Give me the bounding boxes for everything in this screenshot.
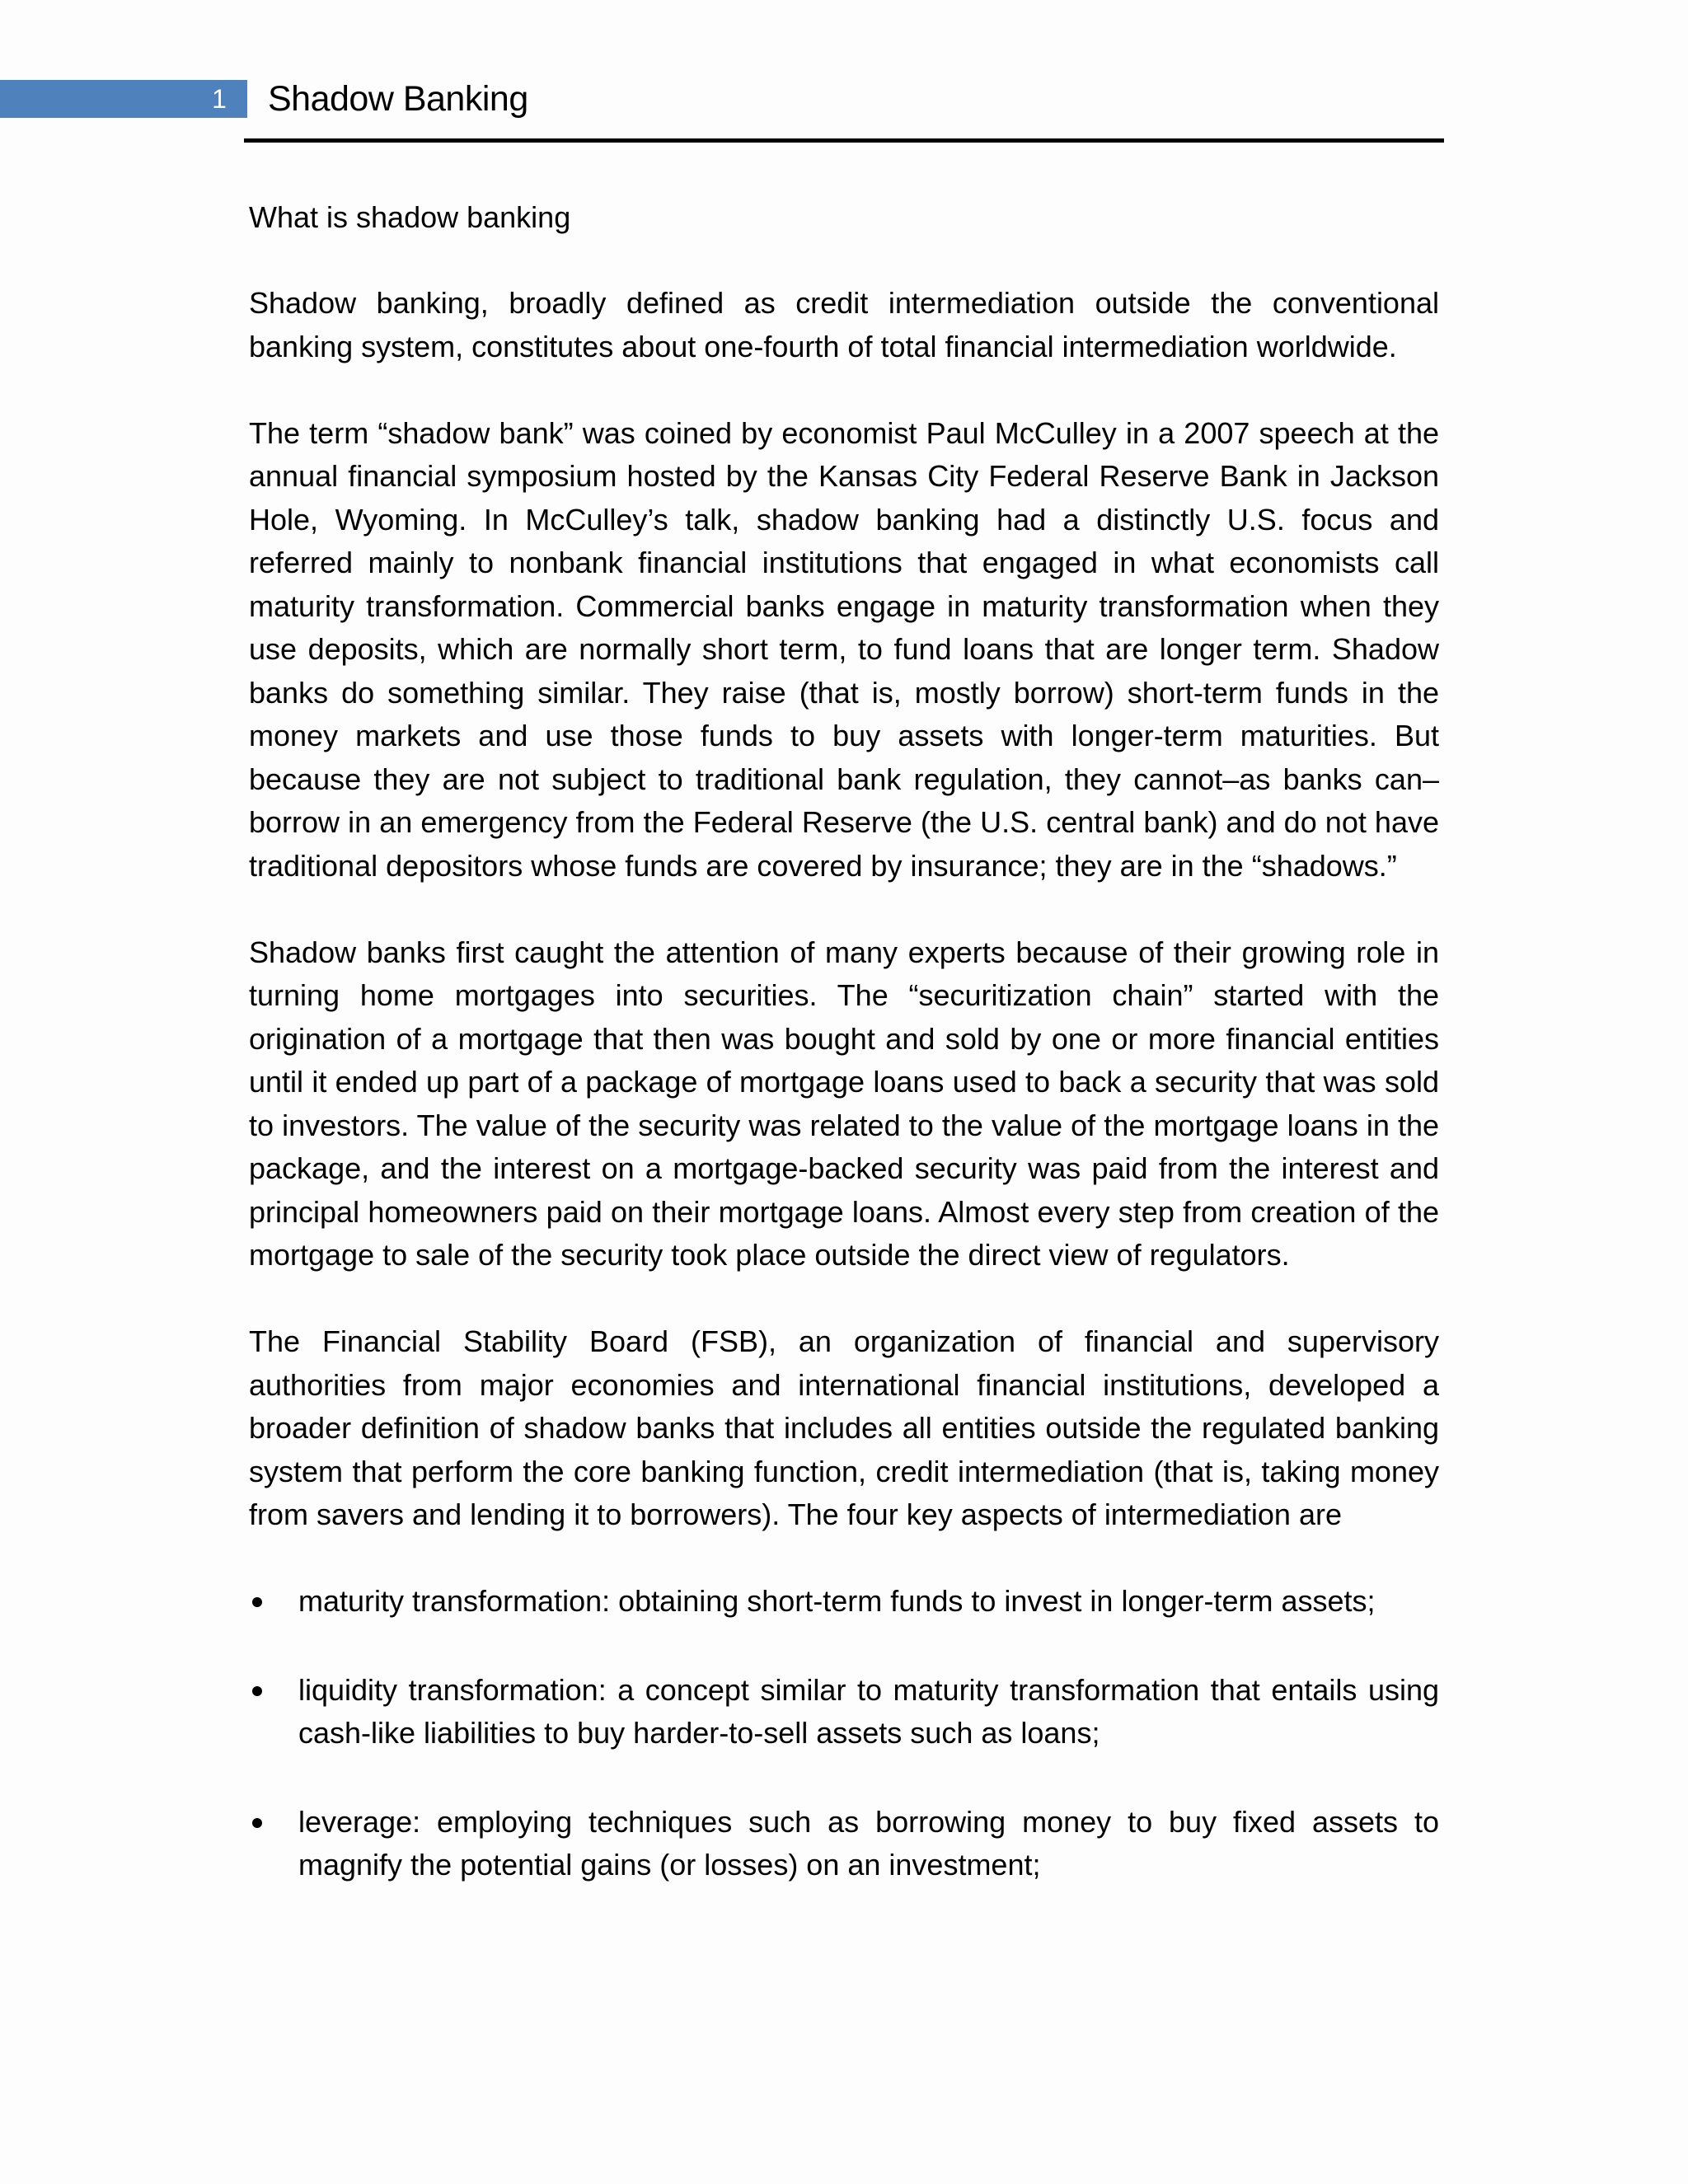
- paragraph-definition: Shadow banking, broadly defined as credit intermediation outside the conventional banking system, constitutes about one-fourth of total financial intermediation worldwide.: [249, 286, 1439, 363]
- document-body: [249, 196, 1439, 1933]
- section-heading: What is shadow banking: [249, 200, 571, 234]
- list-item: [249, 1801, 1439, 1887]
- bullet-icon: [252, 1597, 262, 1607]
- header-rule: [244, 138, 1444, 143]
- list-item: [249, 1669, 1439, 1755]
- page-number: 1: [212, 84, 227, 114]
- paragraph-fsb-definition: The Financial Stability Board (FSB), an organization of financial and supervisory authorities from major economies and international financial institutions, developed a broader definition of shadow banks that includes all entities outside the regulated banking system that perform the core banking function, credit intermediation (that is, taking money from savers and lending it to borrowers). The four key aspects of intermediation are: [249, 1324, 1439, 1531]
- list-item: [249, 1580, 1439, 1624]
- bullet-icon: [252, 1818, 262, 1828]
- chapter-title: Shadow Banking: [268, 79, 528, 119]
- list-item-text: maturity transformation: obtaining short-term funds to invest in longer-term assets;: [298, 1584, 1376, 1618]
- paragraph-origin-of-term: The term “shadow bank” was coined by economist Paul McCulley in a 2007 speech at the annual financial symposium hosted by the Kansas City Federal Reserve Bank in Jackson Hole, Wyoming. In McCulley’s talk, shadow banking had a distinctly U.S. focus and referred mainly to nonbank financial institutions that engaged in what economists call maturity transformation. Commercial banks engage in maturity transformation when they use deposits, which are normally short term, to fund loans that are longer term. Shadow banks do something similar. They raise (that is, mostly borrow) short-term funds in the money markets and use those funds to buy assets with longer-term maturities. But because they are not subject to traditional bank regulation, they cannot–as banks can– borrow in an emergency from the Federal Reserve (the U.S. central bank) and do not have traditional depositors whose funds are covered by insurance; they are in the “shadows.”: [249, 415, 1439, 883]
- bullet-icon: [252, 1686, 262, 1696]
- intermediation-aspects-list: [249, 1580, 1439, 1887]
- list-item-text: liquidity transformation: a concept similar to maturity transformation that entails using cash-like liabilities to buy harder-to-sell assets such as loans;: [298, 1672, 1439, 1750]
- paragraph-securitization: Shadow banks first caught the attention of many experts because of their growing role in turning home mortgages into securities. The “securitization chain” started with the origination of a mortgage that then was bought and sold by one or more financial entities until it ended up part of a package of mortgage loans used to back a security that was sold to investors. The value of the security was related to the value of the mortgage loans in the package, and the interest on a mortgage-backed security was paid from the interest and principal homeowners paid on their mortgage loans. Almost every step from creation of the mortgage to sale of the security took place outside the direct view of regulators.: [249, 935, 1439, 1272]
- list-item-text: leverage: employing techniques such as borrowing money to buy fixed assets to magnify the potential gains (or losses) on an investment;: [298, 1804, 1439, 1882]
